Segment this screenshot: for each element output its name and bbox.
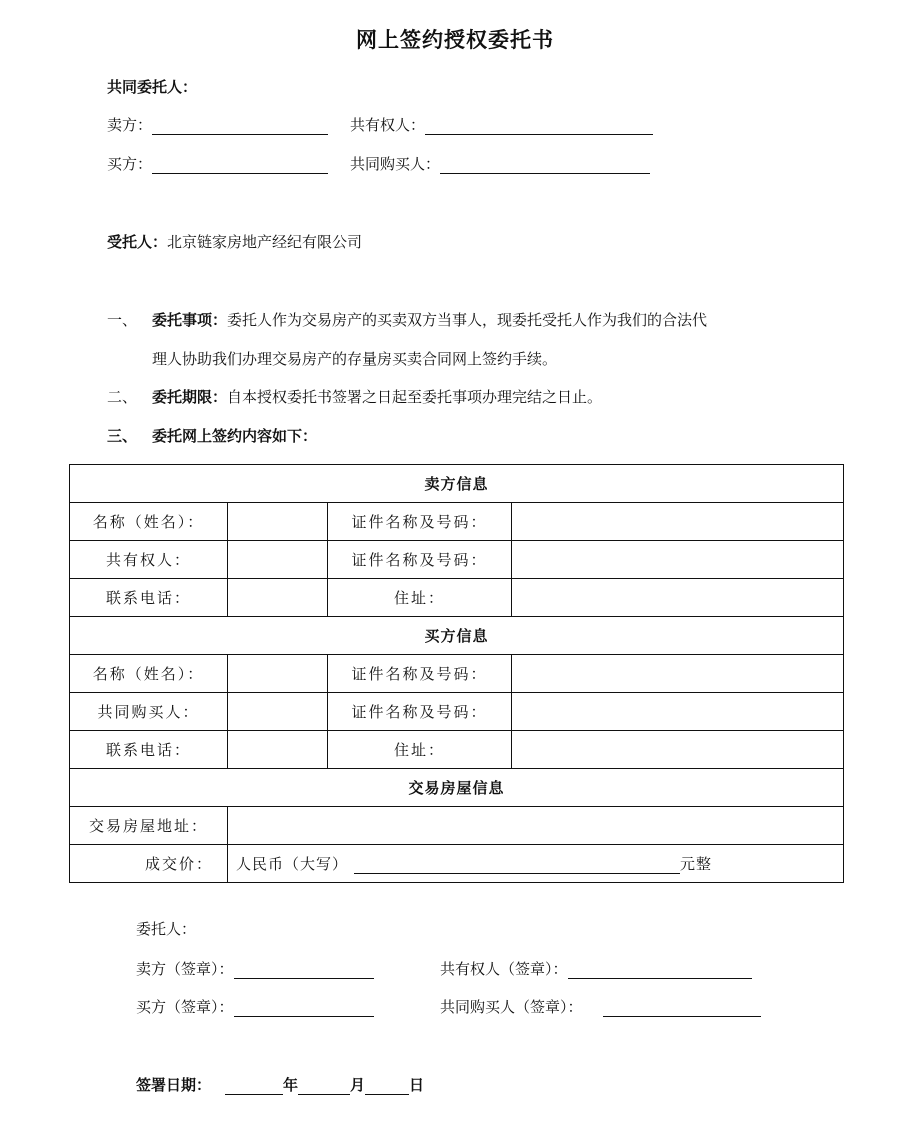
buyer-co-buyer-cell[interactable]	[228, 693, 328, 731]
table-row	[70, 769, 844, 807]
month-label: 月	[350, 1076, 366, 1094]
co-buyer-sign-label: 共同购买人（签章）：	[440, 998, 583, 1016]
co-buyer-sign-row	[440, 996, 761, 1017]
buyer-address-label: 住址：	[328, 731, 512, 769]
seller-name-label: 名称（姓名）：	[70, 503, 228, 541]
item-2-text: 自本授权委托书签署之日起至委托事项办理完结之日止。	[227, 388, 603, 406]
buyer-phone-cell[interactable]	[228, 731, 328, 769]
item-3-number: 三、	[107, 427, 138, 445]
table-row	[70, 503, 844, 541]
table-row	[70, 731, 844, 769]
year-label: 年	[283, 1076, 299, 1094]
table-row	[70, 465, 844, 503]
buyer-phone-label: 联系电话：	[70, 731, 228, 769]
buyer-blank[interactable]	[152, 156, 328, 174]
price-label: 成交价：	[70, 845, 228, 883]
item-2-number: 二、	[107, 388, 138, 406]
item-2	[152, 386, 602, 407]
co-owner-sign-row	[440, 958, 752, 979]
buyer-info-header: 买方信息	[70, 617, 844, 655]
sign-date-row	[136, 1074, 424, 1095]
item-1-text: 委托人作为交易房产的买卖双方当事人，现委托受托人作为我们的合法代	[227, 311, 708, 329]
seller-id-label: 证件名称及号码：	[328, 503, 512, 541]
seller-phone-label: 联系电话：	[70, 579, 228, 617]
buyer-sign-blank[interactable]	[234, 999, 374, 1017]
table-row	[70, 845, 844, 883]
seller-info-header: 卖方信息	[70, 465, 844, 503]
signing-content-table	[69, 464, 844, 883]
buyer-sign-label: 买方（签章）：	[136, 998, 234, 1016]
buyer-id-label: 证件名称及号码：	[328, 655, 512, 693]
seller-blank[interactable]	[152, 117, 328, 135]
item-2-heading: 委托期限：	[152, 388, 228, 406]
buyer-co-buyer-id-cell[interactable]	[512, 693, 844, 731]
year-blank[interactable]	[225, 1077, 283, 1095]
co-buyer-row	[350, 153, 650, 174]
house-info-header: 交易房屋信息	[70, 769, 844, 807]
co-owner-sign-label: 共有权人（签章）：	[440, 960, 568, 978]
month-blank[interactable]	[298, 1077, 350, 1095]
table-row	[70, 807, 844, 845]
co-buyer-blank[interactable]	[440, 156, 650, 174]
page-title: 网上签约授权委托书	[356, 27, 554, 52]
seller-sign-blank[interactable]	[234, 961, 374, 979]
buyer-id-cell[interactable]	[512, 655, 844, 693]
buyer-sign-row	[136, 996, 374, 1017]
buyer-row	[107, 153, 328, 174]
co-owner-blank[interactable]	[425, 117, 653, 135]
price-blank[interactable]	[354, 856, 680, 874]
buyer-co-buyer-label: 共同购买人：	[70, 693, 228, 731]
seller-label: 卖方：	[107, 116, 153, 134]
price-cell	[228, 845, 844, 883]
house-address-cell[interactable]	[228, 807, 844, 845]
seller-row	[107, 114, 328, 135]
seller-co-owner-id-cell[interactable]	[512, 541, 844, 579]
price-prefix: 人民币（大写）	[236, 855, 349, 873]
seller-id-cell[interactable]	[512, 503, 844, 541]
sign-date-label: 签署日期：	[136, 1076, 212, 1094]
table-row	[70, 579, 844, 617]
buyer-name-cell[interactable]	[228, 655, 328, 693]
seller-sign-label: 卖方（签章）：	[136, 960, 234, 978]
buyer-address-cell[interactable]	[512, 731, 844, 769]
table-row	[70, 541, 844, 579]
seller-co-owner-id-label: 证件名称及号码：	[328, 541, 512, 579]
seller-phone-cell[interactable]	[228, 579, 328, 617]
buyer-name-label: 名称（姓名）：	[70, 655, 228, 693]
co-buyer-label: 共同购买人：	[350, 155, 441, 173]
seller-co-owner-label: 共有权人：	[70, 541, 228, 579]
trustee-row	[107, 231, 362, 252]
house-address-label: 交易房屋地址：	[70, 807, 228, 845]
item-1-number: 一、	[107, 311, 138, 329]
price-suffix: 元整	[680, 855, 713, 873]
table-row	[70, 655, 844, 693]
seller-name-cell[interactable]	[228, 503, 328, 541]
day-blank[interactable]	[365, 1077, 409, 1095]
table-row	[70, 617, 844, 655]
co-owner-row	[350, 114, 653, 135]
table-row	[70, 693, 844, 731]
item-3-heading: 委托网上签约内容如下：	[152, 427, 318, 445]
seller-sign-row	[136, 958, 374, 979]
item-1-heading: 委托事项：	[152, 311, 228, 329]
item-1-text-line2: 理人协助我们办理交易房产的存量房买卖合同网上签约手续。	[152, 350, 558, 368]
co-buyer-sign-blank[interactable]	[603, 999, 761, 1017]
trustee-value: 北京链家房地产经纪有限公司	[167, 233, 363, 251]
principal-label: 委托人：	[136, 920, 197, 938]
day-label: 日	[409, 1076, 425, 1094]
item-1	[152, 309, 707, 330]
buyer-label: 买方：	[107, 155, 153, 173]
co-owner-label: 共有权人：	[350, 116, 426, 134]
seller-address-cell[interactable]	[512, 579, 844, 617]
trustee-label: 受托人：	[107, 233, 168, 251]
seller-address-label: 住址：	[328, 579, 512, 617]
co-owner-sign-blank[interactable]	[568, 961, 752, 979]
joint-principal-label: 共同委托人：	[107, 78, 198, 96]
seller-co-owner-cell[interactable]	[228, 541, 328, 579]
buyer-co-buyer-id-label: 证件名称及号码：	[328, 693, 512, 731]
